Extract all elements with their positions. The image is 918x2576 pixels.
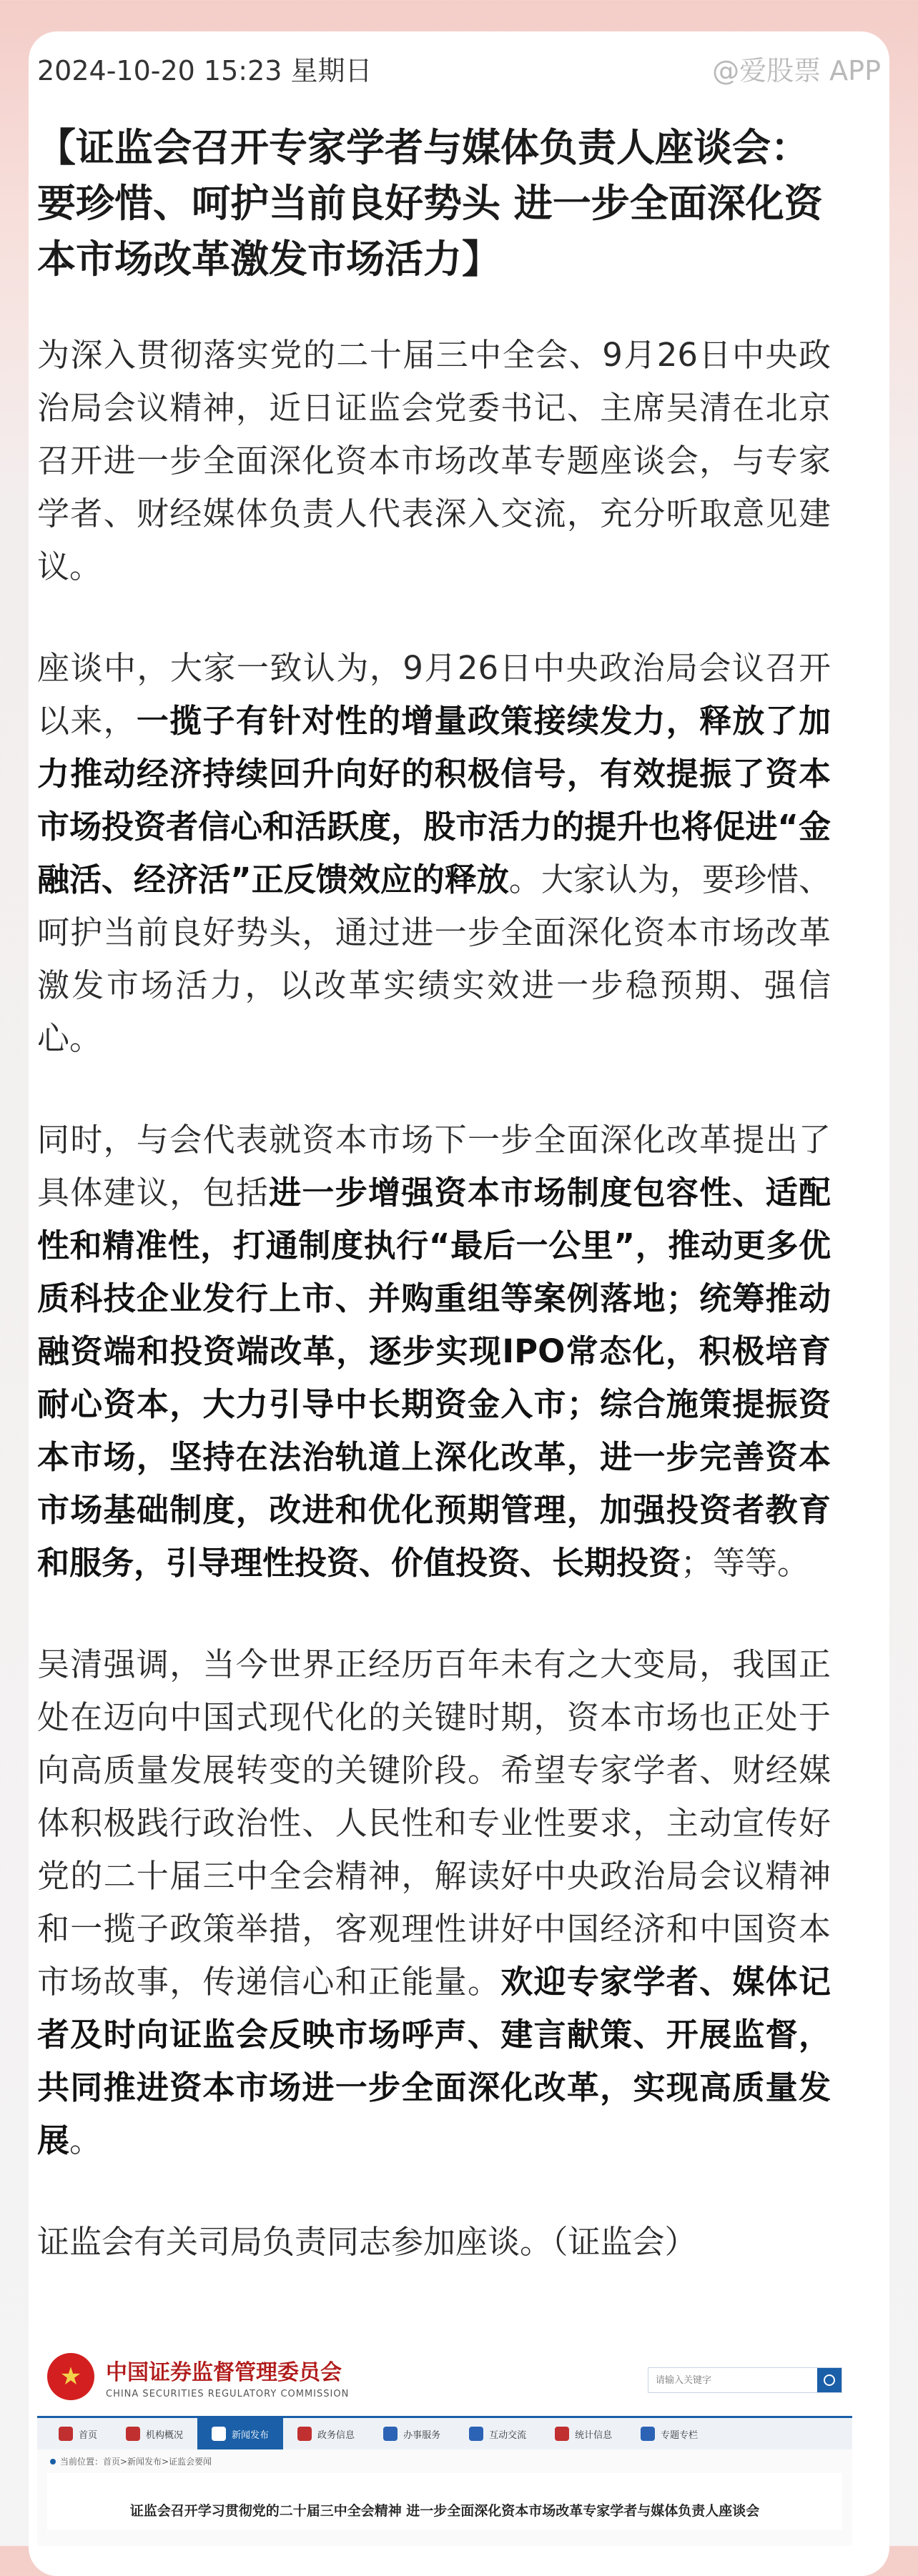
article-title: 【证监会召开专家学者与媒体负责人座谈会：要珍惜、呵护当前良好势头 进一步全面深化资本市场改革激发市场活力】 (37, 125, 823, 282)
article-paragraph (37, 1638, 831, 2167)
embedded-screenshot[interactable] (37, 2337, 852, 2546)
site-search-input[interactable] (648, 2374, 817, 2387)
breadcrumb-text: 当前位置：首页>新闻发布>证监会要闻 (60, 2457, 212, 2467)
source-attribution[interactable]: @爱股票 APP (712, 55, 881, 86)
nav-services[interactable] (369, 2418, 455, 2449)
breadcrumb (37, 2449, 852, 2473)
location-pin-icon (50, 2459, 56, 2464)
chat-icon (469, 2427, 483, 2441)
document-icon (297, 2427, 312, 2441)
service-icon (383, 2427, 398, 2441)
nav-label: 政务信息 (317, 2429, 355, 2441)
nav-topics[interactable] (626, 2418, 712, 2449)
publish-datetime: 2024-10-20 15:23 星期日 (37, 55, 372, 86)
paragraph-text: ；等等。 (681, 1544, 810, 1582)
nav-label: 办事服务 (403, 2429, 441, 2441)
home-icon (59, 2427, 73, 2441)
article-paragraph (37, 329, 831, 593)
news-icon (212, 2427, 226, 2441)
nav-stats[interactable] (541, 2418, 626, 2449)
site-article-area (47, 2473, 842, 2530)
paragraph-text: 。大家认为，要珍惜、呵护当前良好势头，通过进一步全面深化资本市场改革激发市场活力，以改革实绩实效进一步稳预期、强信心。 (37, 861, 831, 1057)
article-paragraph (37, 1114, 831, 1590)
nav-label: 机构概况 (146, 2429, 184, 2441)
nav-label: 统计信息 (575, 2429, 613, 2441)
building-icon (126, 2427, 140, 2441)
nav-home[interactable] (44, 2418, 112, 2449)
paragraph-text: 为深入贯彻落实党的二十届三中全会、9月26日中央政治局会议精神，近日证监会党委书记、主席吴清在北京召开进一步全面深化资本市场改革专题座谈会，与专家学者、财经媒体负责人代表深入交流，充分听取意见建议。 (37, 336, 831, 585)
org-name-cn: 中国证券监督管理委员会 (106, 2359, 342, 2385)
national-emblem-icon: ★ (47, 2353, 94, 2400)
topic-icon (641, 2427, 655, 2441)
site-header (37, 2337, 852, 2416)
nav-gov-info[interactable] (283, 2418, 369, 2449)
site-search (648, 2367, 842, 2393)
paragraph-text: 座谈中，大家一致认为，9月26日中央政治局会议召开以来， (37, 649, 831, 740)
paragraph-text: 证监会有关司局负责同志参加座谈。（证监会） (37, 2223, 697, 2261)
nav-label: 互动交流 (489, 2429, 527, 2441)
search-icon (824, 2374, 835, 2386)
nav-about[interactable] (112, 2418, 197, 2449)
paragraph-text: 吴清强调，当今世界正经历百年未有之大变局，我国正处在迈向中国式现代化的关键时期，资本市场也正处于向高质量发展转变的关键阶段。希望专家学者、财经媒体积极践行政治性、人民性和专业性要求，主动宣传好党的二十届三中全会精神，解读好中央政治局会议精神和一揽子政策举措，客观理性讲好中国经济和中国资本市场故事，传递信心和正能量。 (37, 1645, 831, 2001)
site-search-button[interactable] (817, 2368, 842, 2392)
site-nav (37, 2416, 852, 2449)
nav-label: 新闻发布 (232, 2429, 270, 2441)
nav-interact[interactable] (455, 2418, 541, 2449)
nav-news[interactable] (197, 2418, 283, 2449)
article-paragraph (37, 642, 831, 1065)
bold-text: 欢迎专家学者、媒体记者及时向证监会反映市场呼声、建言献策、开展监督，共同推进资本市场进一步全面深化改革，实现高质量发展 (37, 1963, 831, 2159)
article-paragraph (37, 2216, 831, 2269)
paragraph-text: 。 (69, 2121, 102, 2159)
paragraph-text: 同时，与会代表就资本市场下一步全面深化改革提出了具体建议，包括 (37, 1121, 831, 1212)
bold-text: 进一步增强资本市场制度包容性、适配性和精准性，打通制度执行“最后一公里”，推动更多优质科技企业发行上市、并购重组等案例落地；统筹推动融资端和投资端改革，逐步实现IPO常态化，积极培育耐心资本，大力引导中长期资金入市；综合施策提振资本市场，坚持在法治轨道上深化改革，进一步完善资本市场基础制度，改进和优化预期管理，加强投资者教育和服务，引导理性投资、价值投资、长期投资 (37, 1174, 831, 1582)
org-name-en: CHINA SECURITIES REGULATORY COMMISSION (106, 2388, 350, 2399)
site-org-name (106, 2354, 349, 2399)
article-meta (37, 49, 881, 88)
article-body (37, 329, 831, 2317)
site-article-title: 证监会召开学习贯彻党的二十届三中全会精神 进一步全面深化资本市场改革专家学者与媒体负责人座谈会 (129, 2503, 760, 2519)
chart-icon (555, 2427, 569, 2441)
bold-text: 一揽子有针对性的增量政策接续发力，释放了加力推动经济持续回升向好的积极信号，有效提振了资本市场投资者信心和活跃度，股市活力的提升也将促进“金融活、经济活”正反馈效应的释放 (37, 702, 831, 898)
nav-label: 首页 (79, 2429, 98, 2441)
nav-label: 专题专栏 (661, 2429, 699, 2441)
